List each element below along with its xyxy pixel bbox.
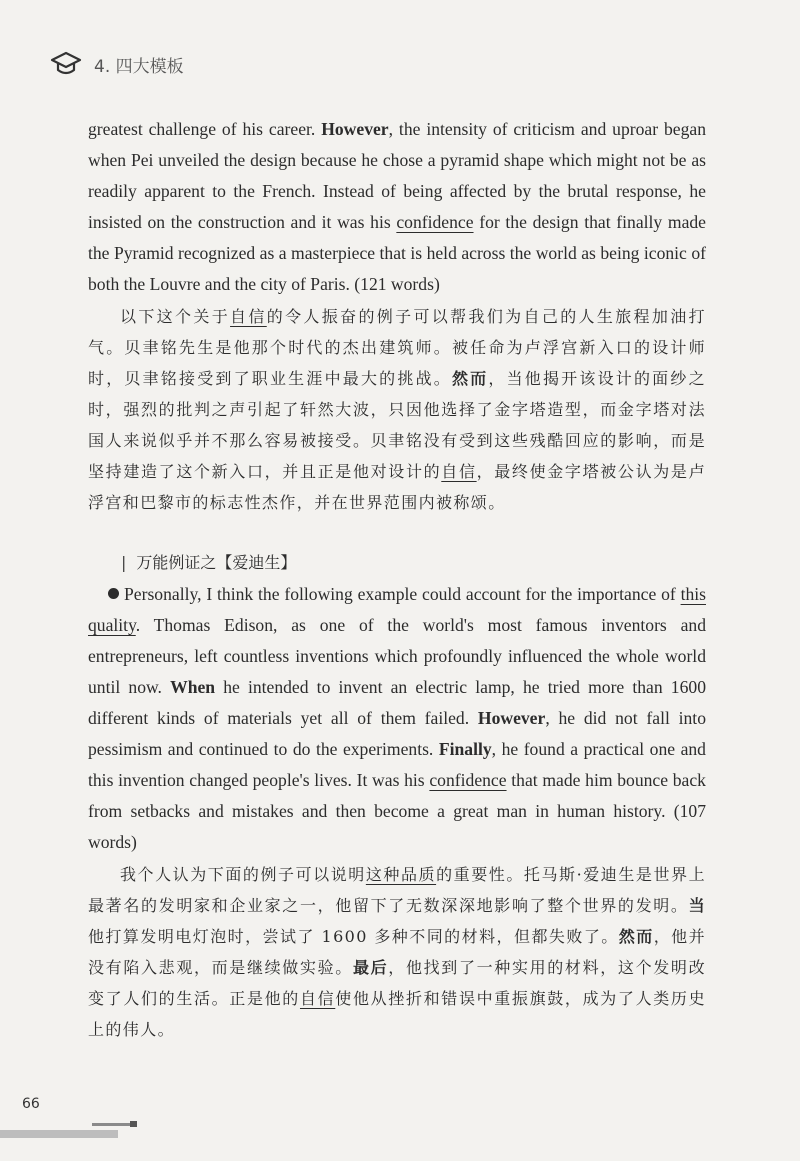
pei-chinese-paragraph: 以下这个关于自信的令人振奋的例子可以帮我们为自己的人生旅程加油打气。贝聿铭先生是他那个时代的杰出建筑师。被任命为卢浮宫新入口的设计师时，贝聿铭接受到了职业生涯中最大的挑战。然而，当他揭开该设计的面纱之时，强烈的批判之声引起了轩然大波，只因他选择了金字塔造型，而金字塔对法国人来说似乎并不那么容易被接受。贝聿铭没有受到这些残酷回应的影响，而是坚持建造了这个新入口，并且正是他对设计的自信，最终使金字塔被公认为是卢浮宫和巴黎市的标志性杰作，并在世界范围内被称颂。 <box>88 307 706 512</box>
section-heading-edison: | 万能例证之【爱迪生】 <box>121 553 297 572</box>
pei-english-paragraph: greatest challenge of his career. However, the intensity of criticism and uproar began when Pei unveiled the design because he chose a pyramid shape which might not be as readily apparent to the French. Instead of being affected by the brutal response, he insisted on the construction and it was his confidence for the design that finally made the Pyramid recognized as a masterpiece that is held across the world as being iconic of both the Louvre and the city of Paris. (121 words) <box>88 119 706 294</box>
edison-chinese-paragraph: 我个人认为下面的例子可以说明这种品质的重要性。托马斯·爱迪生是世界上最著名的发明家和企业家之一，他留下了无数深深地影响了整个世界的发明。当他打算发明电灯泡时，尝试了 1600 多种不同的材料，但都失败了。然而，他并没有陷入悲观，而是继续做实验。最后，他找到了一种实用的材料，这个发明改变了人们的生活。正是他的自信使他从挫折和错误中重振旗鼓，成为了人类历史上的伟人。 <box>88 865 707 1039</box>
page-content <box>88 114 706 1045</box>
footer-decoration <box>0 1120 145 1140</box>
bullet-icon <box>108 588 119 599</box>
edison-english-paragraph: Personally, I think the following example could account for the importance of this quality. Thomas Edison, as one of the world's most famous inventors and entrepreneurs, left countless inventions which profoundly influenced the whole world until now. When he intended to invent an electric lamp, he tried more than 1600 different kinds of materials yet all of them failed. However, he did not fall into pessimism and continued to do the experiments. Finally, he found a practical one and this invention changed people's lives. It was his confidence that made him bounce back from setbacks and mistakes and then become a great man in human history. (107 words) <box>88 584 706 852</box>
chapter-header <box>50 50 184 78</box>
chapter-title: 4. 四大模板 <box>94 56 184 77</box>
graduation-cap-icon <box>50 50 82 78</box>
page-number: 66 <box>22 1096 40 1112</box>
